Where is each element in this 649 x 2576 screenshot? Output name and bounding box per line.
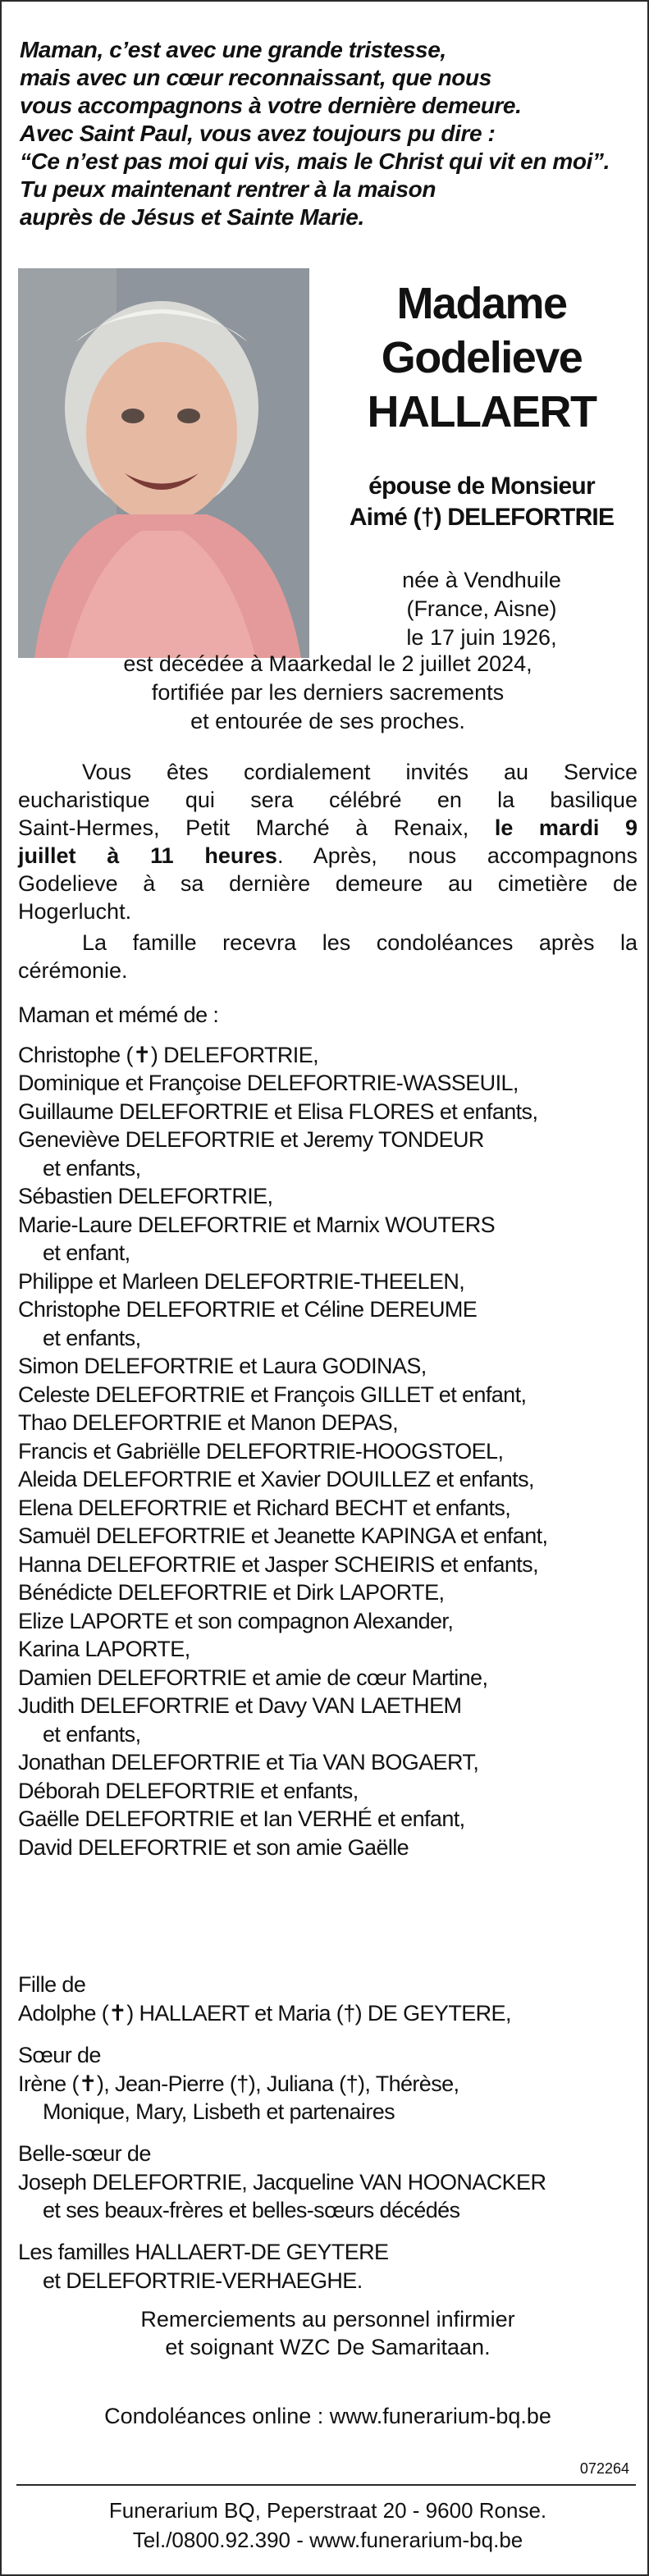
family-member: David DELEFORTRIE et son amie Gaëlle	[18, 1834, 409, 1860]
footer-divider	[16, 2484, 636, 2486]
intro-line: mais avec un cœur reconnaissant, que nous	[20, 65, 491, 90]
sister-in-law-heading: Belle-sœur de	[18, 2141, 151, 2166]
family-member: Déborah DELEFORTRIE et enfants,	[18, 1778, 359, 1803]
intro-quote	[20, 36, 637, 231]
family-member: Celeste DELEFORTRIE et François GILLET et enfant,	[18, 1382, 527, 1407]
family-member: et enfants,	[43, 1721, 141, 1747]
thanks-line: et soignant WZC De Samaritaan.	[165, 2335, 491, 2359]
family-member: Philippe et Marleen DELEFORTRIE-THEELEN,	[18, 1268, 465, 1294]
condolences-paragraph	[18, 929, 638, 984]
sister-line: Irène (✝), Jean-Pierre (†), Juliana (†), Thérèse,	[18, 2071, 459, 2096]
family-member: Christophe DELEFORTRIE et Céline DEREUME	[18, 1297, 478, 1322]
family-member: et enfants,	[43, 1325, 141, 1350]
daughter-of	[18, 1971, 638, 2027]
birth-line: (France, Aisne)	[406, 596, 557, 621]
family-member: et enfants,	[43, 1155, 141, 1181]
intro-line: Tu peux maintenant rentrer à la maison	[20, 176, 436, 202]
service-place: Saint-Hermes, Petit Marché à Renaix,	[18, 815, 469, 840]
family-member: Karina LAPORTE,	[18, 1637, 190, 1661]
sister-in-law-of	[18, 2140, 638, 2225]
death-line: est décédée à Maarkedal le 2 juillet 2024,	[123, 651, 532, 676]
service-line: Hogerlucht.	[18, 899, 132, 924]
service-line	[18, 814, 638, 842]
family-member: Jonathan DELEFORTRIE et Tia VAN BOGAERT,	[18, 1750, 479, 1774]
death-line: et entourée de ses proches.	[190, 709, 465, 733]
funeral-home-footer	[18, 2496, 638, 2555]
portrait-illustration	[18, 268, 309, 658]
family-heading: Maman et mémé de :	[18, 1003, 219, 1027]
online-condolences	[18, 2402, 638, 2430]
family-member: Marie-Laure DELEFORTRIE et Marnix WOUTERS	[18, 1212, 496, 1237]
service-time: juillet à 11 heures	[18, 843, 277, 868]
condolences-line: cérémonie.	[18, 958, 128, 983]
condolences-line: La famille recevra les condoléances après la	[82, 930, 638, 955]
family-member: Bénédicte DELEFORTRIE et Dirk LAPORTE,	[18, 1580, 445, 1605]
service-after: . Après, nous accompagnons	[277, 843, 638, 868]
birth-info	[326, 566, 638, 652]
name-line: Madame	[396, 279, 567, 328]
birth-line: née à Vendhuile	[402, 568, 561, 592]
footer-line: Tel./0800.92.390 - www.funerarium-bq.be	[132, 2528, 523, 2552]
sister-line: Monique, Mary, Lisbeth et partenaires	[43, 2099, 395, 2124]
death-info	[18, 650, 638, 736]
family-member: Elize LAPORTE et son compagnon Alexander,	[18, 1608, 454, 1633]
intro-line: “Ce n’est pas moi qui vis, mais le Christ qui vit en moi”.	[20, 148, 610, 174]
family-member: Dominique et Françoise DELEFORTRIE-WASSEUIL,	[18, 1071, 519, 1095]
service-line: Godelieve à sa dernière demeure au cimetière de	[18, 871, 638, 896]
name-line: Godelieve	[381, 333, 583, 382]
spouse-info	[326, 471, 638, 533]
birth-line: le 17 juin 1926,	[406, 625, 557, 650]
service-line: eucharistique qui sera célébré en la basilique	[18, 788, 638, 812]
intro-line: Avec Saint Paul, vous avez toujours pu dire :	[20, 121, 496, 146]
sister-heading: Sœur de	[18, 2043, 101, 2067]
family-member: Judith DELEFORTRIE et Davy VAN LAETHEM	[18, 1693, 462, 1718]
family-member: Geneviève DELEFORTRIE et Jeremy TONDEUR	[18, 1127, 484, 1152]
service-paragraph	[18, 758, 638, 925]
sister-in-law-line: Joseph DELEFORTRIE, Jacqueline VAN HOONACKER	[18, 2169, 546, 2195]
sister-in-law-line: et ses beaux-frères et belles-sœurs décédés	[43, 2198, 460, 2222]
service-date: le mardi 9	[494, 815, 638, 840]
families-line: et DELEFORTRIE-VERHAEGHE.	[43, 2268, 363, 2293]
family-member: Damien DELEFORTRIE et amie de cœur Martine,	[18, 1665, 488, 1690]
family-member: Gaëlle DELEFORTRIE et Ian VERHÉ et enfant,	[18, 1806, 465, 1831]
family-member: Thao DELEFORTRIE et Manon DEPAS,	[18, 1410, 398, 1435]
family-member: et enfant,	[43, 1240, 130, 1265]
spouse-line: Aimé (†) DELEFORTRIE	[349, 504, 615, 531]
name-line: HALLAERT	[367, 387, 596, 436]
family-member: Aleida DELEFORTRIE et Xavier DOUILLEZ et enfants,	[18, 1467, 534, 1491]
death-line: fortifiée par les derniers sacrements	[151, 680, 505, 705]
family-member: Samuël DELEFORTRIE et Jeanette KAPINGA et enfant,	[18, 1523, 548, 1548]
portrait-photo	[18, 268, 309, 658]
thanks-line: Remerciements au personnel infirmier	[140, 2307, 515, 2332]
family-member: Christophe (✝) DELEFORTRIE,	[18, 1042, 319, 1067]
service-line	[18, 842, 638, 870]
family-list	[18, 1001, 638, 1861]
service-line: Vous êtes cordialement invités au Service	[82, 760, 638, 784]
deceased-name	[326, 276, 638, 439]
intro-line: auprès de Jésus et Sainte Marie.	[20, 204, 364, 230]
family-member: Hanna DELEFORTRIE et Jasper SCHEIRIS et enfants,	[18, 1551, 538, 1577]
families-line: Les familles HALLAERT-DE GEYTERE	[18, 2240, 389, 2264]
family-member: Francis et Gabriëlle DELEFORTRIE-HOOGSTOEL,	[18, 1438, 504, 1464]
intro-line: vous accompagnons à votre dernière demeure.	[20, 93, 522, 118]
footer-line: Funerarium BQ, Peperstraat 20 - 9600 Ronse.	[108, 2498, 547, 2523]
family-member: Guillaume DELEFORTRIE et Elisa FLORES et enfants,	[18, 1098, 538, 1124]
daughter-heading: Fille de	[18, 1972, 86, 1997]
intro-line: Maman, c’est avec une grande tristesse,	[20, 37, 446, 62]
family-member: Simon DELEFORTRIE et Laura GODINAS,	[18, 1354, 427, 1378]
families	[18, 2238, 638, 2295]
family-member: Sébastien DELEFORTRIE,	[18, 1184, 273, 1208]
daughter-line: Adolphe (✝) HALLAERT et Maria (†) DE GEYTERE,	[18, 2000, 511, 2026]
online-text: Condoléances online : www.funerarium-bq.be	[104, 2404, 551, 2428]
sister-of	[18, 2041, 638, 2126]
family-member: Elena DELEFORTRIE et Richard BECHT et enfants,	[18, 1495, 511, 1520]
spouse-line: épouse de Monsieur	[368, 473, 595, 500]
thanks	[18, 2305, 638, 2361]
reference-number: 072264	[579, 2460, 629, 2477]
